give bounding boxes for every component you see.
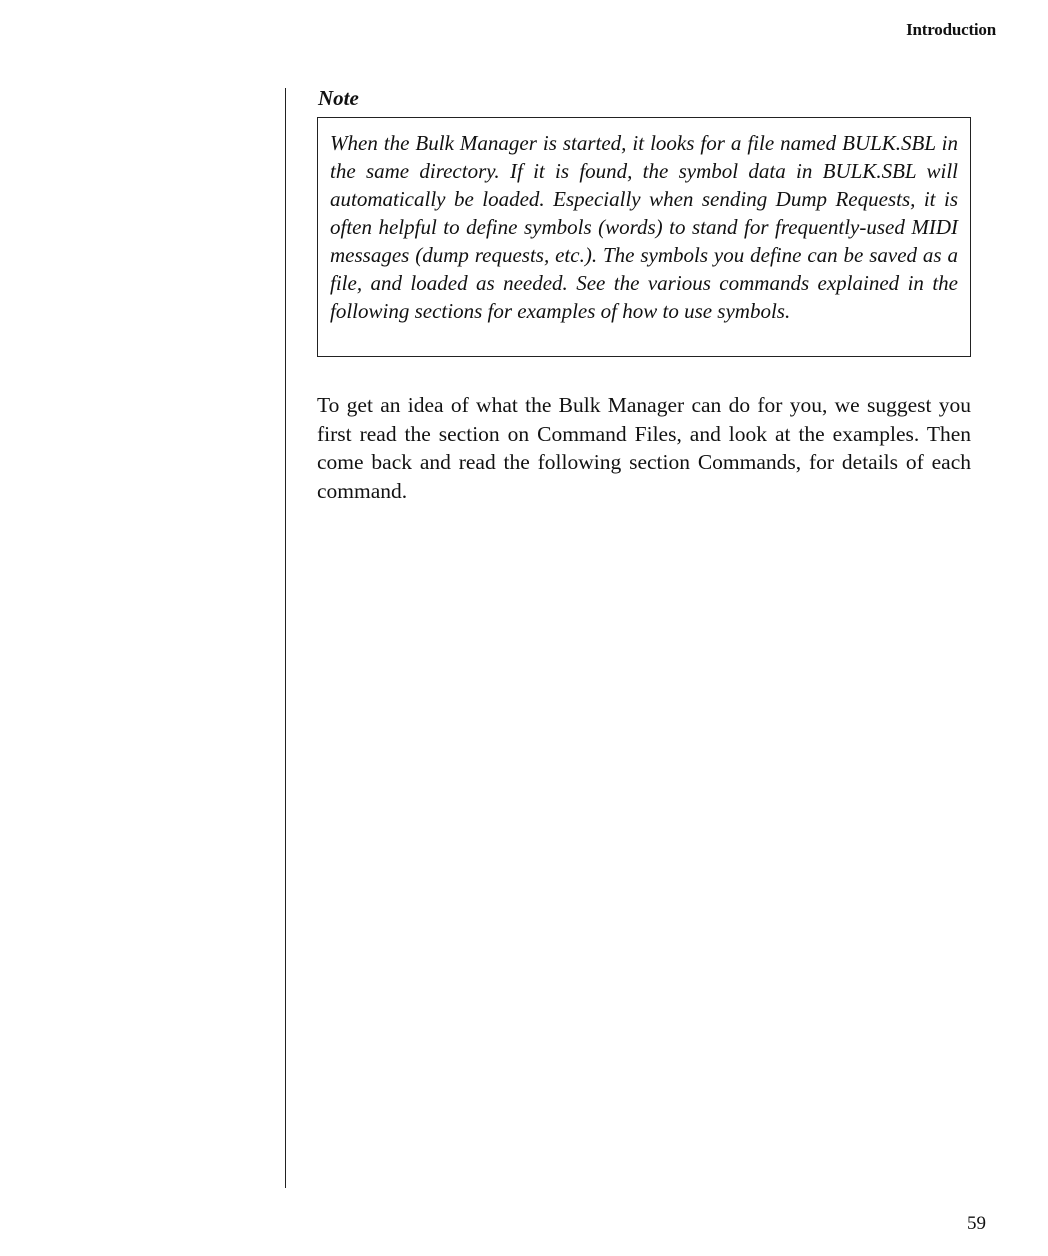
note-heading: Note bbox=[318, 86, 359, 110]
note-box bbox=[317, 117, 971, 357]
page-number: 59 bbox=[967, 1213, 986, 1234]
running-header: Introduction bbox=[906, 20, 996, 39]
note-text: When the Bulk Manager is started, it looks for a file named BULK.SBL in the same directory. If it is found, the symbol data in BULK.SBL will automatically be loaded. Especially when sending Dump Requests, it is often helpful to define symbols (words) to stand for frequently-used MIDI messages (dump requests, etc.). The symbols you define can be saved as a file, and loaded as needed. See the various commands explained in the following sections for examples of how to use symbols. bbox=[330, 131, 958, 323]
body-paragraph: To get an idea of what the Bulk Manager can do for you, we suggest you first read the section on Command Files, and look at the examples. Then come back and read the following section Commands, for details of each command. bbox=[317, 393, 971, 503]
margin-rule bbox=[285, 88, 286, 1188]
